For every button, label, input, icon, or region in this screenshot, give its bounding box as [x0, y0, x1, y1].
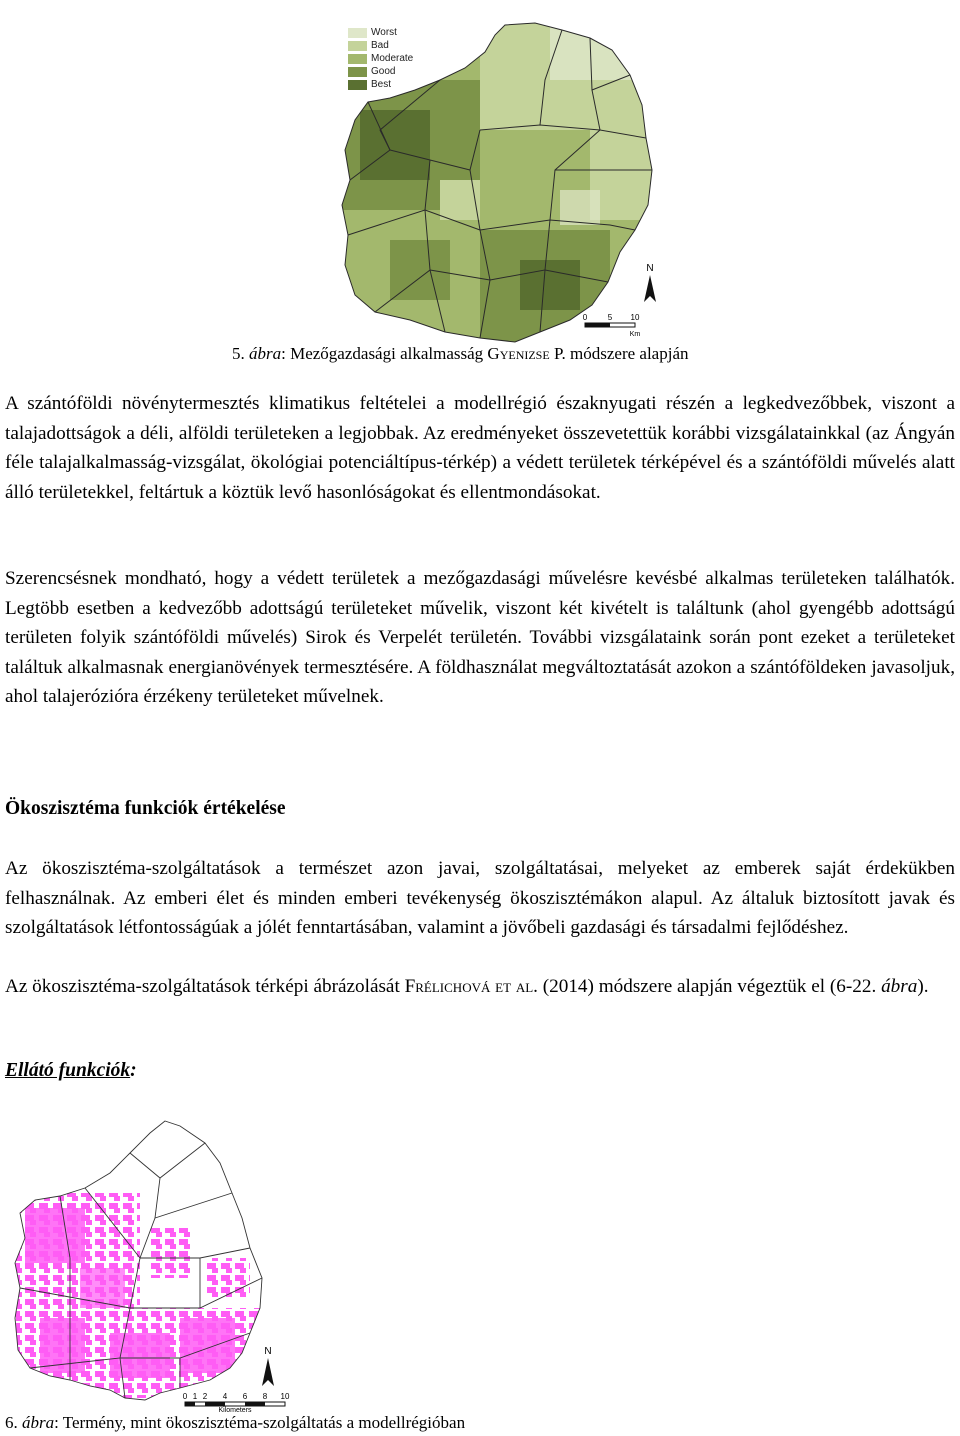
north-arrow-icon: [262, 1346, 274, 1386]
scale-label: 2: [202, 1392, 208, 1401]
scale-label: 0: [182, 1392, 188, 1401]
subsection-heading-text: Ellátó funkciók: [5, 1060, 131, 1081]
legend-item: [348, 78, 413, 91]
paragraph-climate: A szántóföldi növénytermesztés klimatikus feltételei a modellrégió északnyugati részén a legkedvezőbbek, viszont a talajadottságok a déli, alföldi területeken a legjobbak. Az eredményeket összevetettük korábbi vizsgálatainkkal (az Ángyán féle talajalkalmasság-vizsgálat, ökológiai potenciáltípus-térkép) a védett területek térképével és a szántóföldi művelés alatt álló területekkel, feltártuk a köztük levő hasonlóságokat és ellentmondásokat.: [5, 393, 955, 503]
subsection-heading-colon: :: [130, 1060, 137, 1081]
suitability-map-figure: [330, 20, 700, 345]
scale-bar: [183, 1392, 290, 1413]
method-text: Az ökoszisztéma-szolgáltatások térképi ábrázolását: [5, 976, 405, 997]
caption-text: : Termény, mint ökoszisztéma-szolgáltatás a modellrégióban: [54, 1413, 466, 1432]
crop-service-map-figure: [10, 1118, 320, 1413]
crop-service-map: [10, 1118, 320, 1413]
scale-label: 4: [222, 1392, 228, 1401]
legend-label: Best: [371, 79, 392, 90]
scale-label: 8: [262, 1392, 268, 1401]
paragraph-ecosystem-services: Az ökoszisztéma-szolgáltatások a természet azon javai, szolgáltatásai, melyeket az emberek saját érdekükben felhasználnak. Az emberi élet és minden emberi tevékenység ökoszisztémákon alapul. Az általuk biztosított javak és szolgáltatások létfontosságúak a jólét fenntartásában, valamint a jövőbeli gazdasági és társadalmi fejlődéshez.: [5, 858, 955, 938]
caption-text-end: módszere alapján: [565, 344, 689, 363]
scale-unit: Km: [629, 331, 641, 338]
legend-label: Good: [371, 66, 396, 77]
legend-item: [348, 65, 413, 78]
figure-5-caption: [232, 344, 688, 364]
method-text-end: ).: [917, 976, 929, 997]
method-author: Frélichová et al.: [404, 976, 538, 997]
scale-label-10: 10: [630, 313, 640, 322]
legend-item: [348, 26, 413, 39]
paragraph-method: [5, 972, 955, 1002]
figure-6-caption: [5, 1413, 465, 1433]
north-label: N: [264, 1346, 272, 1357]
legend-swatch: [348, 54, 367, 64]
scale-label-5: 5: [607, 313, 613, 322]
scale-bar: [583, 313, 641, 338]
method-text-2: (2014) módszere alapján végeztük el (6-22.: [537, 976, 882, 997]
method-figure-word: ábra: [881, 976, 918, 997]
subsection-heading: [5, 1060, 137, 1082]
section-heading: Ökoszisztéma funkciók értékelése: [5, 798, 286, 819]
caption-figure-word: ábra: [22, 1413, 55, 1432]
legend-item: [348, 39, 413, 52]
legend-swatch: [348, 67, 367, 77]
caption-author: Gyenizse P.: [487, 344, 566, 363]
caption-number: 5.: [232, 344, 245, 363]
north-arrow-icon: [644, 263, 656, 302]
caption-figure-word: ábra: [249, 344, 282, 363]
scale-label: 6: [242, 1392, 248, 1401]
legend-swatch: [348, 28, 367, 38]
scale-label-0: 0: [582, 313, 588, 322]
north-label: N: [646, 263, 654, 274]
scale-label: 1: [192, 1392, 198, 1401]
legend-label: Worst: [371, 27, 397, 38]
map-legend: [348, 26, 413, 91]
scale-label: 10: [280, 1392, 290, 1401]
caption-text: : Mezőgazdasági alkalmasság: [281, 344, 488, 363]
scale-unit: Kilometers: [218, 1407, 252, 1413]
paragraph-protected-areas: Szerencsésnek mondható, hogy a védett területek a mezőgazdasági művelésre kevésbé alkalmas területeken találhatók. Legtöbb esetben a kedvezőbb adottságú területeket művelik, viszont két kivételt is találtunk (ahol gyengébb adottságú területen folyik szántóföldi művelés) Sirok és Verpelét területén. További vizsgálataink során pont ezeket a területeket találtuk alkalmasnak energianövények termesztésére. A földhasználat megváltoztatását azokon a szántóföldeken javasoljuk, ahol talajerózióra érzékeny területeket művelnek.: [5, 568, 955, 707]
caption-number: 6.: [5, 1413, 18, 1432]
legend-swatch: [348, 41, 367, 51]
legend-swatch: [348, 80, 367, 90]
service-fill: [10, 1118, 320, 1413]
legend-item: [348, 52, 413, 65]
legend-label: Moderate: [371, 53, 414, 64]
legend-label: Bad: [371, 40, 389, 51]
